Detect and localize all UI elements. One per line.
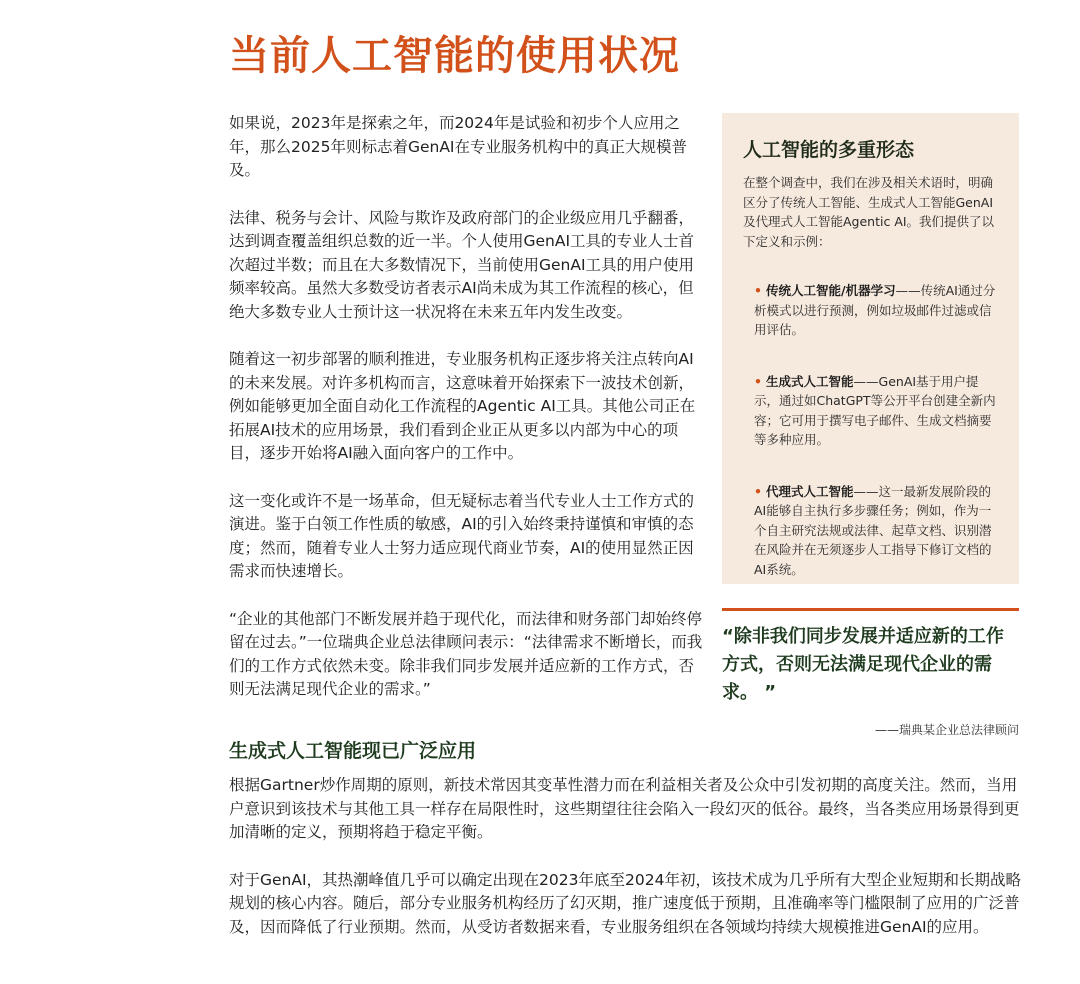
bullet-icon: • [754,483,762,499]
quote-attribution: ——瑞典某企业总法律顾问 [874,723,1019,737]
sidebar-item-term: 代理式人工智能 [766,483,854,499]
page-title: 当前人工智能的使用状况 [229,33,680,79]
section-heading: 生成式人工智能现已广泛应用 [229,740,477,762]
ai-forms-sidebar [722,113,1019,584]
section-body [229,774,1021,963]
paragraph: 随着这一初步部署的顺利推进，专业服务机构正逐步将关注点转向AI的未来发展。对许多机构而言，这意味着开始探索下一波技术创新，例如能够更加全面自动化工作流程的Agentic AI工具。其他公司正在拓展AI技术的应用场景，我们看到企业正从更多以内部为中心的项目，逐步开始将AI融入面向客户的工作中。 [229,350,696,462]
paragraph: 这一变化或许不是一场革命，但无疑标志着当代专业人士工作方式的演进。鉴于白领工作性质的敏感，AI的引入始终秉持谨慎和审慎的态度；然而，随着专业人士努力适应现代商业节奏，AI的使用显然正因需求而快速增长。 [229,491,695,580]
intro-column [229,112,704,726]
sidebar-item-term: 生成式人工智能 [766,373,854,389]
quote-text: “除非我们同步发展并适应新的工作方式，否则无法满足现代企业的需求。 ” [722,626,1004,703]
pull-quote [722,608,1019,738]
paragraph: 如果说，2023年是探索之年，而2024年是试验和初步个人应用之年，那么2025年则标志着GenAI在专业服务机构中的真正大规模普及。 [229,114,687,179]
sidebar-title: 人工智能的多重形态 [743,139,915,161]
sidebar-intro: 在整个调查中，我们在涉及相关术语时，明确区分了传统人工智能、生成式人工智能GenAI及代理式人工智能Agentic AI。我们提供了以下定义和示例： [743,175,995,249]
sidebar-item-traditional-ai [754,281,1003,340]
paragraph: 对于GenAI，其热潮峰值几乎可以确定出现在2023年底至2024年初，该技术成为几乎所有大型企业短期和长期战略规划的核心内容。随后，部分专业服务机构经历了幻灭期，推广速度低于预期，且准确率等门槛限制了应用的广泛普及，因而降低了行业预期。然而，从受访者数据来看，专业服务组织在各领域均持续大规模推进GenAI的应用。 [229,870,1021,936]
sidebar-item-desc: ——GenAI基于用户提示，通过如ChatGPT等公开平台创建全新内容；它可用于撰写电子邮件、生成文档摘要等多种应用。 [754,373,996,447]
bullet-icon: • [754,283,762,298]
sidebar-item-agentic-ai [754,482,1003,580]
sidebar-item-desc: ——传统AI通过分析模式以进行预测，例如垃圾邮件过滤或信用评估。 [754,283,996,337]
bullet-icon: • [754,373,762,389]
paragraph: 法律、税务与会计、风险与欺诈及政府部门的企业级应用几乎翻番，达到调查覆盖组织总数的近一半。个人使用GenAI工具的专业人士首次超过半数；而且在大多数情况下，当前使用GenAI工具的用户使用频率较高。虽然大多数受访者表示AI尚未成为其工作流程的核心，但绝大多数专业人士预计这一状况将在未来五年内发生改变。 [229,208,695,321]
paragraph: “企业的其他部门不断发展并趋于现代化，而法律和财务部门却始终停留在过去。”一位瑞典企业总法律顾问表示：“法律需求不断增长，而我们的工作方式依然未变。除非我们同步发展并适应新的工作方式，否则无法满足现代企业的需求。” [229,609,703,698]
sidebar-item-generative-ai [754,372,1003,450]
sidebar-item-term: 传统人工智能/机器学习 [766,283,896,298]
sidebar-item-desc: ——这一最新发展阶段的AI能够自主执行多步骤任务；例如，作为一个自主研究法规或法律、起草文档、识别潜在风险并在无须逐步人工指导下修订文档的AI系统。 [754,483,992,577]
paragraph: 根据Gartner炒作周期的原则，新技术常因其变革性潜力而在利益相关者及公众中引发初期的高度关注。然而，当用户意识到该技术与其他工具一样存在局限性时，这些期望往往会陷入一段幻灭的低谷。最终，当各类应用场景得到更加清晰的定义，预期将趋于稳定平衡。 [229,776,1020,841]
